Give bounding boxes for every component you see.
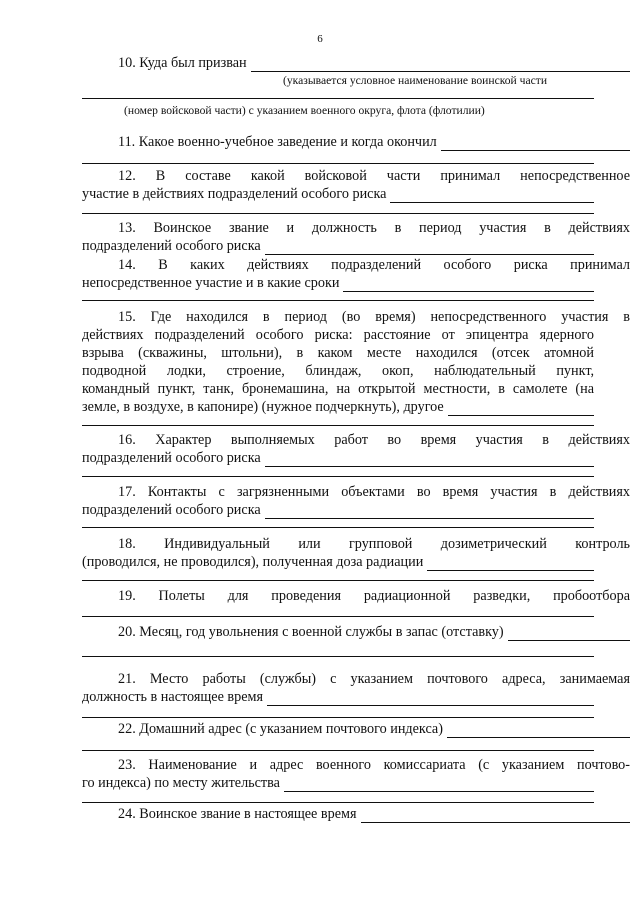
- item-24-label: 24. Воинское звание в настоящее время: [118, 806, 357, 822]
- item-20-field[interactable]: [508, 627, 630, 641]
- item-23-field-2[interactable]: [82, 802, 594, 803]
- item-23-field[interactable]: [284, 778, 594, 792]
- item-14-line-1: 14. В каких действиях подразделений особого риска принимал: [118, 257, 630, 273]
- item-15-field[interactable]: [448, 402, 594, 416]
- item-10-field[interactable]: [251, 58, 630, 72]
- item-13-field[interactable]: [265, 241, 594, 255]
- item-16-field[interactable]: [265, 453, 594, 467]
- item-19-field[interactable]: [82, 616, 594, 617]
- item-18-field-2[interactable]: [82, 580, 594, 581]
- item-16-line-1: 16. Характер выполняемых работ во время участия в действиях: [118, 432, 630, 448]
- item-15-line-4: подводной лодки, строение, блиндаж, окоп, наблюдательный пункт,: [82, 363, 594, 379]
- item-14-field[interactable]: [343, 278, 594, 292]
- item-22: [82, 721, 630, 738]
- item-22-label: 22. Домашний адрес (с указанием почтового индекса): [118, 721, 443, 737]
- item-13-line-1: 13. Воинское звание и должность в период участия в действиях: [118, 220, 630, 236]
- item-21-field[interactable]: [267, 692, 594, 706]
- item-18-label: (проводился, не проводился), полученная доза радиации: [82, 554, 424, 570]
- item-23: [82, 775, 594, 792]
- item-10-hint-1: (указывается условное наименование воинской части: [283, 74, 548, 87]
- item-10: [82, 55, 630, 72]
- item-10-hint-2: (номер войсковой части) с указанием военного округа, флота (флотилии): [124, 104, 485, 117]
- item-24-field[interactable]: [361, 809, 631, 823]
- item-12-field-2[interactable]: [82, 213, 594, 214]
- item-19-line-1: 19. Полеты для проведения радиационной разведки, пробоотбора: [118, 588, 630, 604]
- item-20: [82, 624, 630, 641]
- item-17-field[interactable]: [265, 505, 594, 519]
- item-17-field-2[interactable]: [82, 527, 594, 528]
- item-17-label: подразделений особого риска: [82, 502, 261, 518]
- item-18-line-1: 18. Индивидуальный или групповой дозиметрический контроль: [118, 536, 630, 552]
- item-15-line-2: действиях подразделений особого риска: расстояние от эпицентра ядерного: [82, 327, 594, 343]
- item-20-field-2[interactable]: [82, 656, 594, 657]
- item-14: [82, 275, 594, 292]
- item-15-line-3: взрыва (скважины, штольни), в каком месте находился (отсек атомной: [82, 345, 594, 361]
- item-22-field[interactable]: [447, 724, 630, 738]
- item-11: [82, 134, 630, 151]
- item-14-field-2[interactable]: [82, 300, 594, 301]
- item-24: [82, 806, 630, 823]
- item-12-label: участие в действиях подразделений особого риска: [82, 186, 387, 202]
- item-23-label: го индекса) по месту жительства: [82, 775, 280, 791]
- item-23-line-1: 23. Наименование и адрес военного комиссариата (с указанием почтово-: [118, 757, 630, 773]
- item-13: [82, 238, 594, 255]
- item-13-label: подразделений особого риска: [82, 238, 261, 254]
- item-14-label: непосредственное участие и в какие сроки: [82, 275, 340, 291]
- item-15-line-5: командный пункт, танк, бронемашина, на открытой местности, в самолете (на: [82, 381, 594, 397]
- item-17-line-1: 17. Контакты с загрязненными объектами во время участия в действиях: [118, 484, 630, 500]
- item-16-field-2[interactable]: [82, 476, 594, 477]
- item-10-label: 10. Куда был призван: [118, 55, 247, 71]
- item-16: [82, 450, 594, 467]
- item-12-line-1: 12. В составе какой войсковой части принимал непосредственное: [118, 168, 630, 184]
- item-11-label: 11. Какое военно-учебное заведение и когда окончил: [118, 134, 437, 150]
- item-11-field-2[interactable]: [82, 163, 594, 164]
- item-18-field[interactable]: [427, 557, 594, 571]
- page-number: 6: [317, 33, 323, 45]
- item-15-line-1: 15. Где находился в период (во время) непосредственного участия в: [118, 309, 630, 325]
- item-11-field[interactable]: [441, 137, 630, 151]
- item-15: [82, 399, 594, 416]
- item-12-field[interactable]: [390, 189, 594, 203]
- item-21-line-1: 21. Место работы (службы) с указанием почтового адреса, занимаемая: [118, 671, 630, 687]
- item-21-field-2[interactable]: [82, 717, 594, 718]
- item-20-label: 20. Месяц, год увольнения с военной службы в запас (отставку): [118, 624, 504, 640]
- item-21: [82, 689, 594, 706]
- item-18: [82, 554, 594, 571]
- item-15-field-2[interactable]: [82, 425, 594, 426]
- item-16-label: подразделений особого риска: [82, 450, 261, 466]
- item-15-label: земле, в воздухе, в капонире) (нужное подчеркнуть), другое: [82, 399, 444, 415]
- item-10-field-2[interactable]: [82, 98, 594, 99]
- item-21-label: должность в настоящее время: [82, 689, 264, 705]
- item-17: [82, 502, 594, 519]
- item-12: [82, 186, 594, 203]
- item-22-field-2[interactable]: [82, 750, 594, 751]
